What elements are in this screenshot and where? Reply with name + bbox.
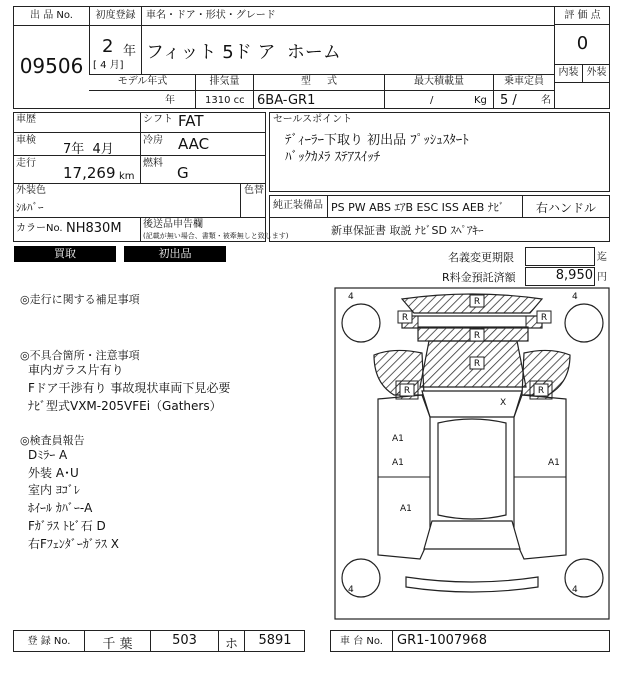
name-change-unit: 迄 [597,252,607,263]
max-load-unit: Kg [474,95,487,106]
repair-mark-mirror-left: R [403,386,411,396]
sales-point-line2: ﾊﾞｯｸｶﾒﾗ ｽﾃｱｽｲｯﾁ [285,150,381,165]
max-load-label: 最大積載量 [414,76,464,87]
rear-bumper [406,577,538,592]
registration-label: 登 録 No. [27,636,71,647]
model-year-label: モデル年式 [117,76,168,87]
recycle-fee-amount: 8,950 [555,268,593,283]
tire-label-front-left: 4 [348,292,354,302]
ac-label: 冷房 [143,135,163,146]
damage-a1-left-lower: A1 [400,504,412,514]
inspection-value: 7年 4月 [63,142,114,157]
capacity-unit: 名 [541,95,551,106]
wheel-front-left [342,304,380,342]
name-change-box [525,247,595,266]
color-change-label: 色替 [244,185,264,196]
first-registration-month: [ 4 月] [93,60,124,71]
repair-mark-mirror-right: R [537,386,545,396]
repair-mark-fl: R [401,313,409,323]
color-no-label: カラーNo. [16,223,63,234]
exterior-color-value: ｼﾙﾊﾞｰ [16,201,44,214]
report-item-4: ﾎｲｰﾙ ｶﾊﾞｰ-A [28,501,93,515]
sales-point-line1: ﾃﾞｨｰﾗｰ下取り 初出品 ﾌﾟｯｼｭｽﾀｰﾄ [285,133,469,148]
repair-mark-bumper: R [473,297,481,307]
shift-label: シフト [143,114,173,125]
chassis-number: GR1-1007968 [397,633,487,648]
tire-label-rear-right: 4 [572,585,578,595]
ac-value: AAC [178,135,210,153]
lot-number: 09506 [19,54,84,78]
aftermarket-label: 後送品申告欄 [143,219,203,230]
capacity-value: 5 / [500,93,517,108]
front-grille [402,316,542,328]
damage-x-mark: X [500,398,507,408]
chassis-label: 車 台 No. [340,636,383,647]
buy-tag: 買取 [14,246,116,262]
repair-mark-hood: R [473,359,481,369]
report-item-5: Fｶﾞﾗｽ ﾄﾋﾞ石 D [28,519,106,533]
mileage-value: 17,269 [63,164,116,182]
driving-notes-header: ◎走行に関する補足事項 [20,293,140,306]
aftermarket-note: (記載が無い場合、書類・被牽無しと致します) [143,232,289,240]
registration-region: 千 葉 [102,637,133,652]
wheel-rear-left [342,559,380,597]
roof [438,419,506,519]
model-type-label: 型 式 [301,76,337,87]
mileage-unit: km [119,171,135,182]
mileage-label: 走行 [16,158,36,169]
repair-mark-hood-front: R [473,331,481,341]
registration-class: 503 [172,633,197,648]
capacity-label: 乗車定員 [504,76,544,87]
name-change-label: 名義変更期限 [448,251,514,264]
model-type-value: 6BA-GR1 [257,93,316,108]
equipment-value: PS PW ABS ｴｱB ESC ISS AEB ﾅﾋﾞ [331,201,505,214]
registration-number: 5891 [258,633,292,648]
lot-label: 出 品 No. [30,10,73,21]
defect-item-2: Fドア干渉有り 事故現状車両下見必要 [28,381,231,395]
score-value: 0 [576,33,589,54]
first-registration-year: 2 [102,36,114,57]
recycle-fee-unit: 円 [597,272,607,283]
tire-label-front-right: 4 [572,292,578,302]
defects-header: ◎不具合箇所・注意事項 [20,349,140,362]
model-year-unit: 年 [165,95,175,106]
max-load-slash: / [430,95,434,106]
car-name: フィット 5ド ア ホーム [146,42,341,63]
report-item-6: 右Fﾌｪﾝﾀﾞｰｶﾞﾗｽ X [28,537,119,551]
fuel-label: 燃料 [143,158,163,169]
exterior-score-label: 外装 [586,67,607,78]
inspector-report-header: ◎検査員報告 [20,434,85,447]
color-no-value: NH830M [66,221,122,236]
interior-score-label: 内装 [558,67,579,78]
inspection-label: 車検 [16,135,36,146]
warranty-value: 新車保証書 取説 ﾅﾋﾞSD ｽﾍﾟｱｷｰ [331,224,484,237]
car-damage-diagram [334,287,610,620]
recycle-fee-label: R料金預託済額 [442,271,516,284]
exterior-color-label: 外装色 [16,185,46,196]
equipment-label: 純正装備品 [273,200,323,211]
rear-glass [424,521,520,549]
first-registration-label: 初度登録 [95,10,136,21]
wheel-rear-right [565,559,603,597]
fuel-value: G [177,164,189,182]
displacement-value: 1310 cc [205,95,245,106]
damage-a1-left-upper: A1 [392,434,404,444]
first-listing-tag: 初出品 [124,246,226,262]
history-label: 車歴 [16,114,36,125]
handle-value: 右ハンドル [535,201,596,215]
sales-point-label: セールスポイント [273,114,353,125]
damage-a1-left-middle: A1 [392,458,404,468]
displacement-label: 排気量 [209,76,240,87]
wheel-front-right [565,304,603,342]
score-label: 評 価 点 [564,10,601,21]
report-item-1: Dﾐﾗｰ A [28,448,68,462]
first-registration-year-unit: 年 [123,44,137,59]
shift-value: FAT [178,112,204,130]
defect-item-1: 車内ガラス片有り [28,363,124,377]
repair-mark-fr: R [540,313,548,323]
report-item-3: 室内 ﾖｺﾞﾚ [28,483,80,497]
registration-kana: ホ [224,637,238,652]
damage-a1-right-middle: A1 [548,458,560,468]
defect-item-3: ﾅﾋﾞ型式VXM-205VFEi（Gathers） [28,399,222,413]
car-name-label: 車名・ドア・形状・グレード [146,10,276,21]
windshield [422,391,522,417]
tire-label-rear-left: 4 [348,585,354,595]
report-item-2: 外装 A･U [28,466,79,480]
